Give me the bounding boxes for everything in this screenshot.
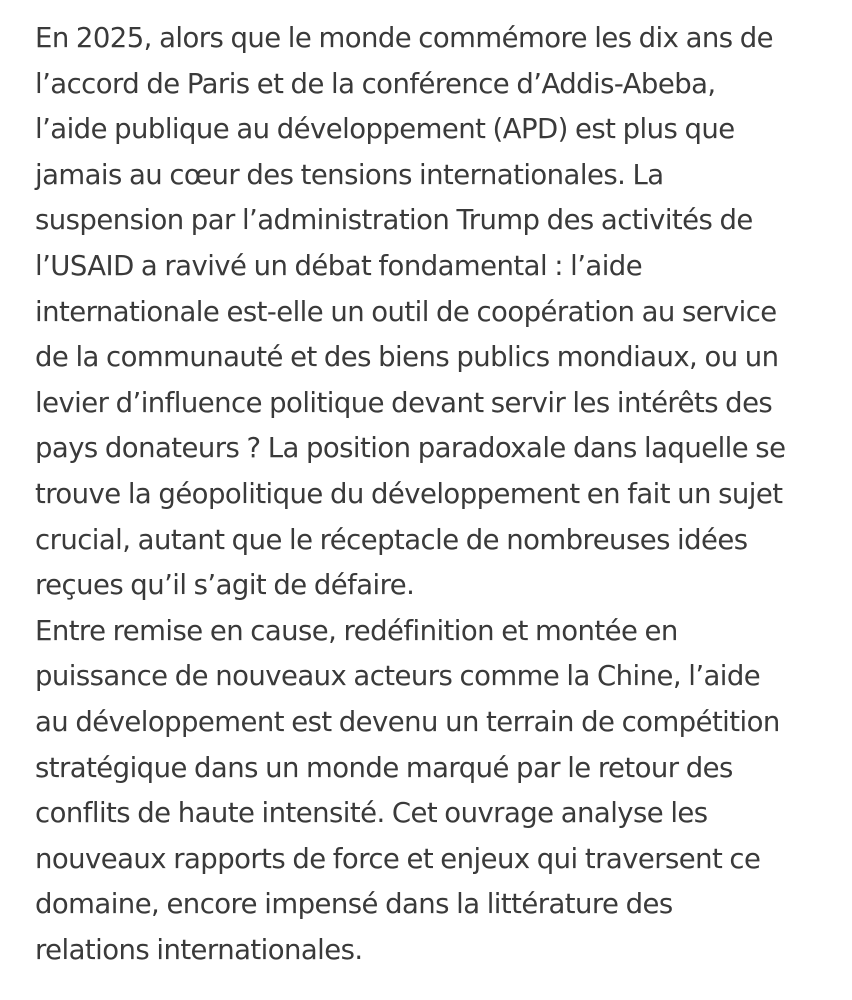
text-line: En 2025, alors que le monde commémore les dix ans de — [35, 22, 773, 54]
text-line: au développement est devenu un terrain de compétition — [35, 705, 780, 738]
text-line: crucial, autant que le réceptacle de nombreuses idées — [35, 523, 748, 556]
paragraph-1 — [35, 16, 835, 609]
text-line: trouve la géopolitique du développement en fait un sujet — [35, 477, 783, 510]
text-line: suspension par l’administration Trump des activités de — [35, 204, 753, 237]
text-line: stratégique dans un monde marqué par le retour des — [35, 751, 733, 784]
book-description — [35, 16, 835, 973]
text-line: jamais au cœur des tensions internationales. La — [35, 158, 664, 191]
text-line: internationale est-elle un outil de coopération au service — [35, 295, 777, 328]
text-line: conflits de haute intensité. Cet ouvrage analyse les — [35, 797, 708, 830]
text-line: nouveaux rapports de force et enjeux qui traversent ce — [35, 842, 761, 875]
text-line: l’USAID a ravivé un débat fondamental : l’aide — [35, 249, 643, 282]
text-line: levier d’influence politique devant servir les intérêts des — [35, 386, 773, 419]
text-line: l’accord de Paris et de la conférence d’Addis-Abeba, — [35, 67, 716, 100]
text-line: puissance de nouveaux acteurs comme la Chine, l’aide — [35, 660, 761, 693]
text-line: reçues qu’il s’agit de défaire. — [35, 569, 415, 602]
text-line: l’aide publique au développement (APD) est plus que — [35, 113, 735, 146]
text-line: domaine, encore impensé dans la littérature des — [35, 888, 673, 921]
text-line: de la communauté et des biens publics mondiaux, ou un — [35, 341, 779, 374]
text-line: pays donateurs ? La position paradoxale dans laquelle se — [35, 432, 786, 465]
text-line: relations internationales. — [35, 933, 363, 966]
text-line: Entre remise en cause, redéfinition et montée en — [35, 614, 678, 647]
paragraph-2 — [35, 609, 835, 974]
